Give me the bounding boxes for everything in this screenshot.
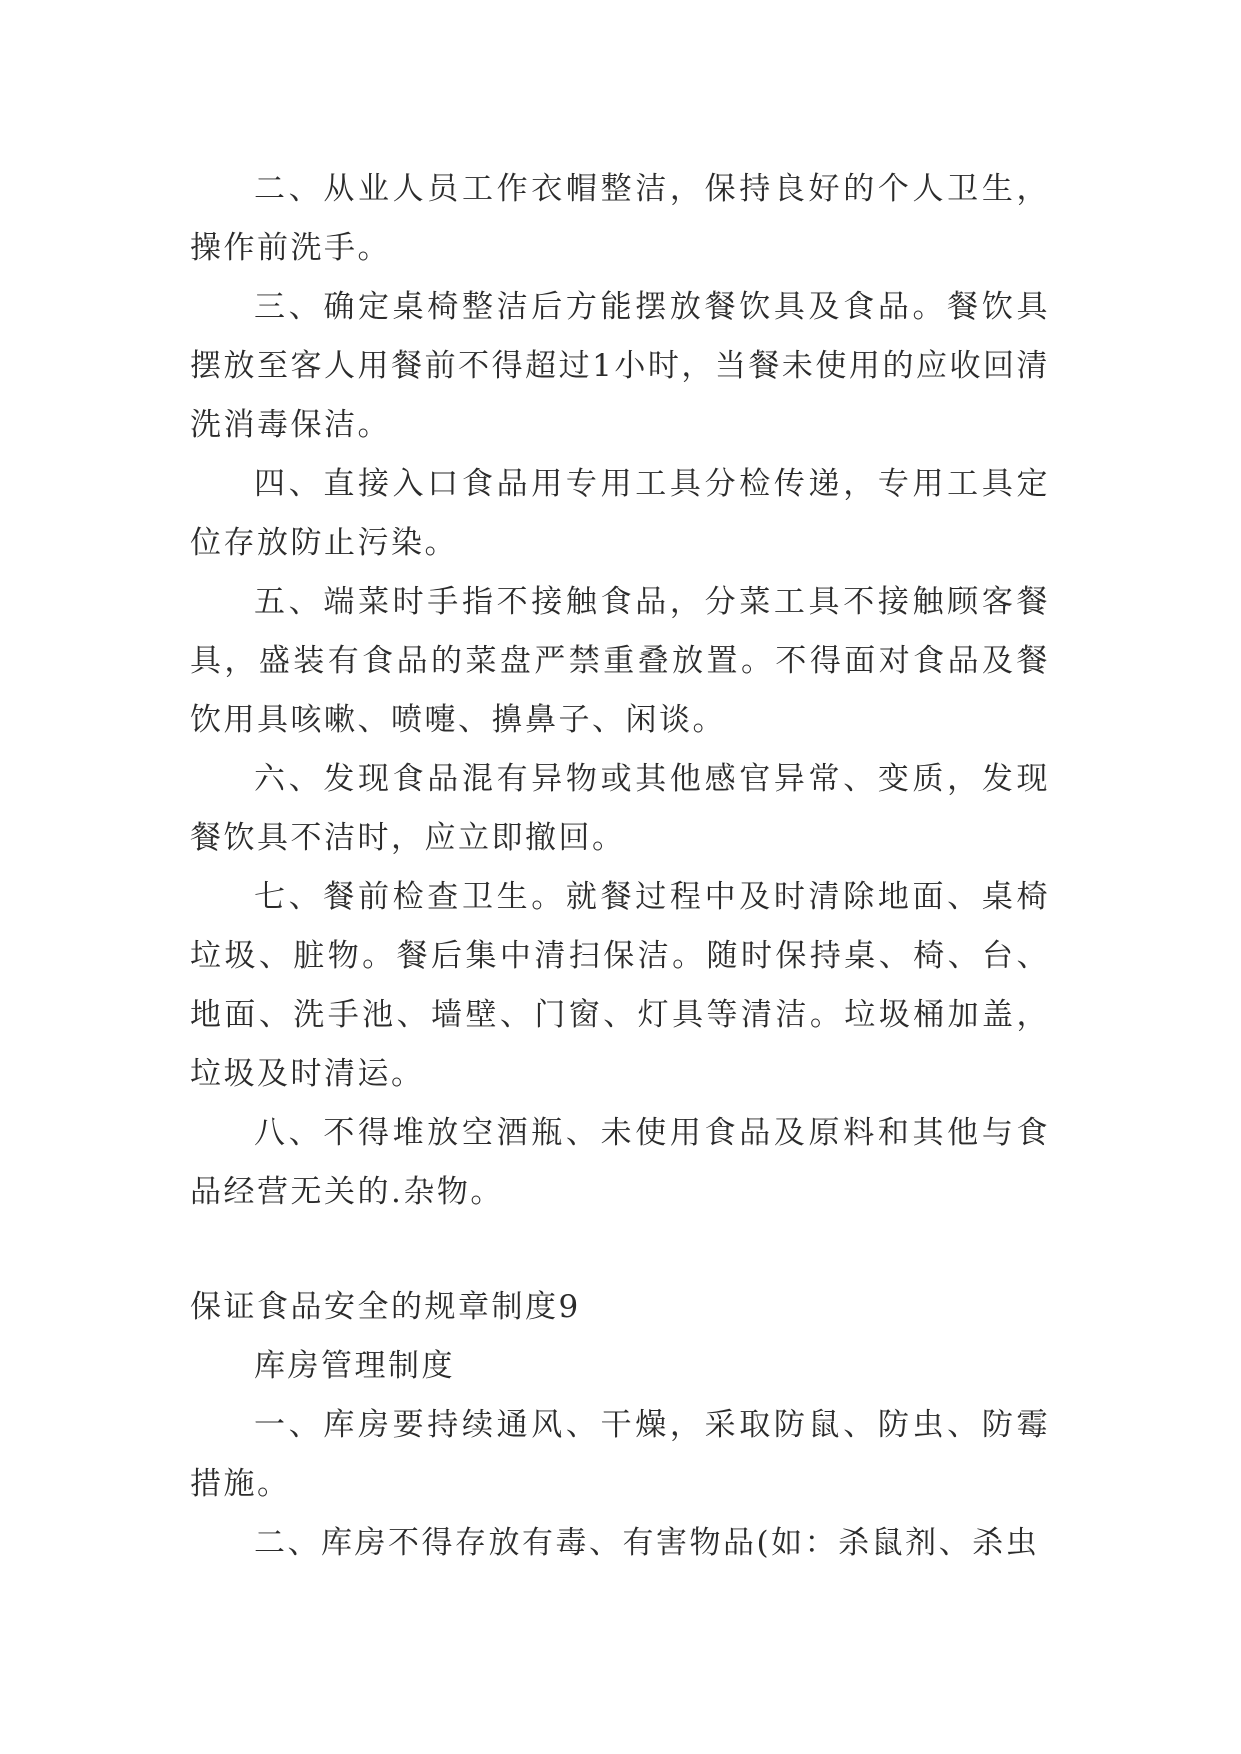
rule-paragraph-4: 四、直接入口食品用专用工具分检传递，专用工具定位存放防止污染。 bbox=[190, 466, 1050, 561]
rule-paragraph-7: 七、餐前检查卫生。就餐过程中及时清除地面、桌椅垃圾、脏物。餐后集中清扫保洁。随时保持桌、椅、台、地面、洗手池、墙壁、门窗、灯具等清洁。垃圾桶加盖，垃圾及时清运。 bbox=[190, 879, 1050, 1092]
section-subtitle: 库房管理制度 bbox=[254, 1348, 455, 1384]
storage-rule-paragraph-1: 一、库房要持续通风、干燥，采取防鼠、防虫、防霉措施。 bbox=[190, 1407, 1050, 1502]
rule-paragraph-8: 八、不得堆放空酒瓶、未使用食品及原料和其他与食品经营无关的.杂物。 bbox=[190, 1115, 1050, 1210]
section-heading: 保证食品安全的规章制度9 bbox=[190, 1289, 581, 1325]
rule-paragraph-2: 二、从业人员工作衣帽整洁，保持良好的个人卫生，操作前洗手。 bbox=[190, 171, 1050, 266]
rule-paragraph-5: 五、端菜时手指不接触食品，分菜工具不接触顾客餐具，盛装有食品的菜盘严禁重叠放置。不得面对食品及餐饮用具咳嗽、喷嚏、擤鼻子、闲谈。 bbox=[190, 584, 1050, 738]
rule-paragraph-3: 三、确定桌椅整洁后方能摆放餐饮具及食品。餐饮具摆放至客人用餐前不得超过1小时，当餐未使用的应收回清洗消毒保洁。 bbox=[190, 289, 1050, 443]
document-body bbox=[190, 160, 1050, 1573]
storage-rule-paragraph-2: 二、库房不得存放有毒、有害物品(如：杀鼠剂、杀虫 bbox=[254, 1525, 1040, 1561]
rule-paragraph-6: 六、发现食品混有异物或其他感官异常、变质，发现餐饮具不洁时，应立即撤回。 bbox=[190, 761, 1050, 856]
